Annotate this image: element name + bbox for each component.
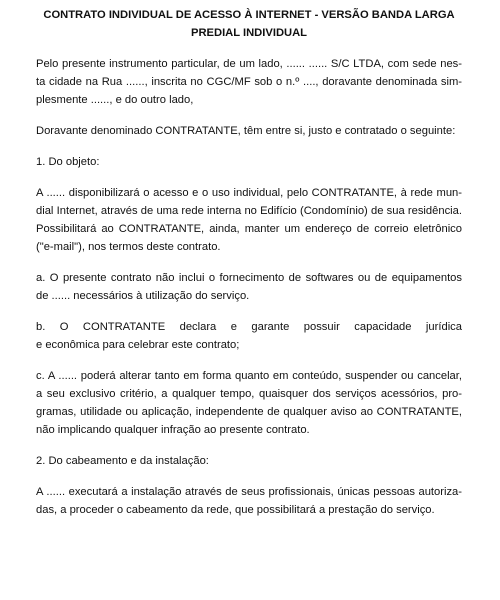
- section-heading-object: [36, 153, 462, 171]
- clause-c: [36, 367, 462, 439]
- text-line: a seu exclusivo critério, a qualquer tempo, quaisquer dos serviços acessórios, pro-: [36, 388, 462, 400]
- section-heading: 1. Do objeto:: [36, 156, 100, 168]
- text-line: gramas, utilidade ou aplicação, independente de qualquer aviso ao CONTRATANTE,: [36, 406, 462, 418]
- text-line: não implicando qualquer infração ao presente contrato.: [36, 424, 310, 436]
- text-line: de ...... necessários à utilização do serviço.: [36, 290, 250, 302]
- text-line: Possibilitará ao CONTRATANTE, ainda, manter um endereço de correio eletrônico: [36, 223, 462, 235]
- text-line: b. O CONTRATANTE declara e garante possuir capacidade jurídica: [36, 321, 462, 333]
- text-line: A ...... disponibilizará o acesso e o uso individual, pelo CONTRATANTE, à rede mun-: [36, 187, 462, 199]
- title-line: PREDIAL INDIVIDUAL: [190, 27, 308, 39]
- paragraph-agreement: [36, 122, 462, 140]
- text-line: c. A ...... poderá alterar tanto em forma quanto em conteúdo, suspender ou cancelar,: [36, 370, 462, 382]
- text-line: plesmente ......, e do outro lado,: [36, 94, 194, 106]
- text-line: ("e-mail"), nos termos deste contrato.: [36, 241, 221, 253]
- text-line: das, a proceder o cabeamento da rede, que possibilitará a prestação do serviço.: [36, 504, 435, 516]
- paragraph-installation: [36, 483, 462, 519]
- text-line: Doravante denominado CONTRATANTE, têm entre si, justo e contratado o seguinte:: [36, 125, 456, 137]
- clause-b: [36, 318, 462, 354]
- text-line: A ...... executará a instalação através de seus profissionais, únicas pessoas autoriza-: [36, 486, 462, 498]
- paragraph-object: [36, 184, 462, 256]
- text-line: Pelo presente instrumento particular, de um lado, ...... ...... S/C LTDA, com sede nes-: [36, 58, 462, 70]
- text-line: a. O presente contrato não inclui o fornecimento de softwares ou de equipamentos: [36, 272, 462, 284]
- paragraph-parties: [36, 55, 462, 109]
- clause-a: [36, 269, 462, 305]
- title-line: CONTRATO INDIVIDUAL DE ACESSO À INTERNET - VERSÃO BANDA LARGA: [43, 9, 455, 21]
- section-heading: 2. Do cabeamento e da instalação:: [36, 455, 209, 467]
- text-line: ta cidade na Rua ......, inscrita no CGC/MF sob o n.º ...., doravante denominada sim-: [36, 76, 462, 88]
- document-title: [36, 6, 462, 42]
- section-heading-installation: [36, 452, 462, 470]
- text-line: e econômica para celebrar este contrato;: [36, 339, 240, 351]
- text-line: dial Internet, através de uma rede interna no Edifício (Condomínio) de sua residência.: [36, 205, 462, 217]
